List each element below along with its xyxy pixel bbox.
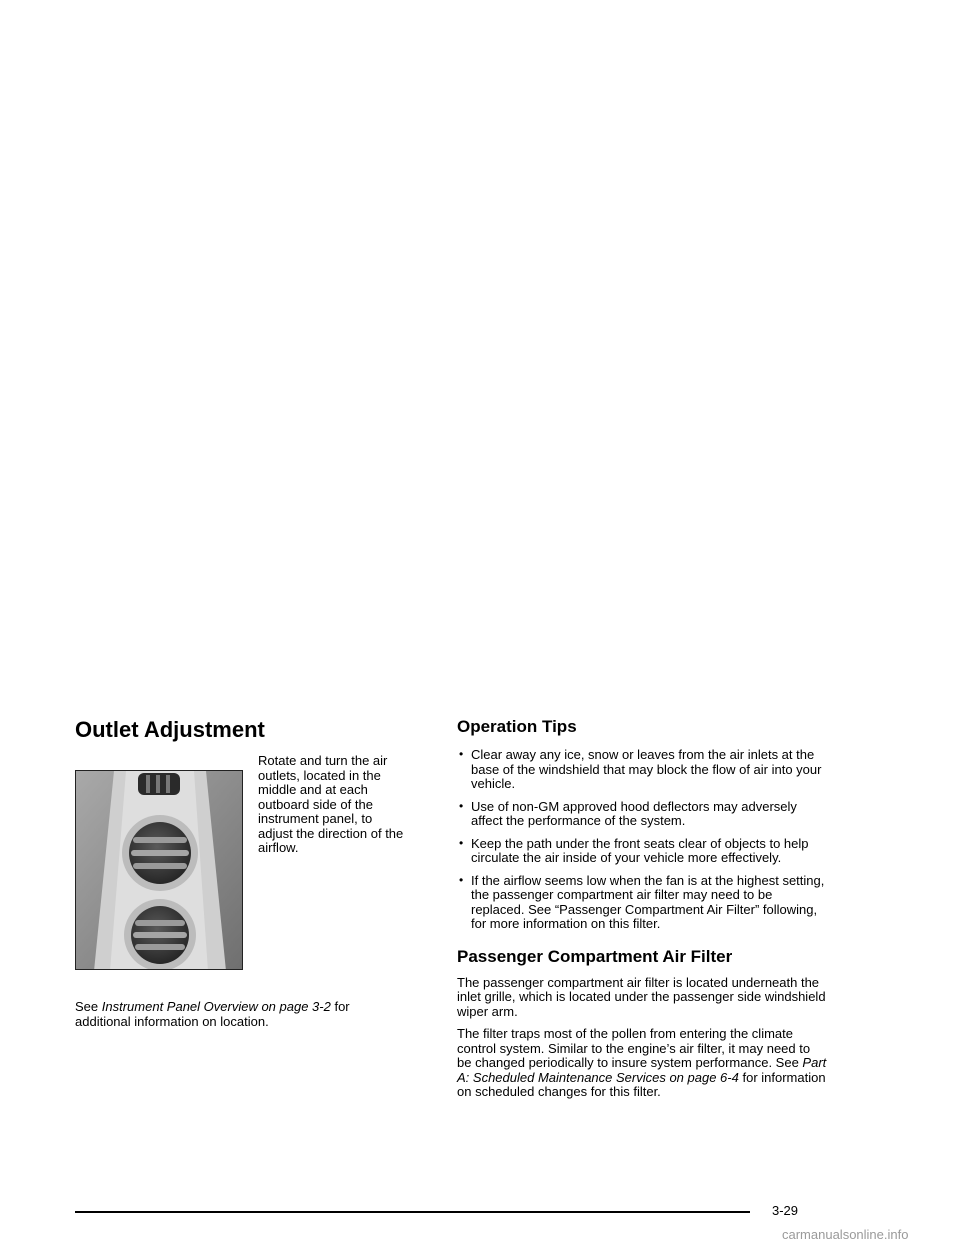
outlet-see-reference <box>75 1000 405 1029</box>
passenger-filter-maintenance <box>457 1027 827 1100</box>
footer-rule <box>75 1211 750 1213</box>
see-suffix: for additional information on location. <box>75 999 350 1029</box>
passenger-filter-location: The passenger compartment air filter is located underneath the inlet grille, which is located under the passenger side windshield wiper arm. <box>457 974 826 1019</box>
left-column <box>75 716 405 1029</box>
scheduled-maintenance-link[interactable]: Part A: Scheduled Maintenance Services on page 6-4 <box>457 1055 827 1085</box>
outlet-description: Rotate and turn the air outlets, located in the middle and at each outboard side of the instrument panel, to adjust the direction of the airflow. <box>258 753 404 855</box>
tip-text: If the airflow seems low when the fan is at the highest setting, the passenger compartment air filter may need to be replaced. See “Passenger Compartment Air Filter” following, for more information on this filter. <box>471 872 825 931</box>
bullet-icon: • <box>459 798 464 813</box>
air-outlet-photo <box>75 770 243 970</box>
operation-tips-list <box>457 748 827 932</box>
bullet-icon: • <box>459 747 464 761</box>
watermark: carmanualsonline.info <box>782 1227 909 1242</box>
bullet-icon: • <box>459 872 464 887</box>
tip-text: Keep the path under the front seats clear of objects to help circulate the air inside of your vehicle more effectively. <box>471 835 809 865</box>
see-prefix: See <box>75 999 99 1014</box>
bullet-icon: • <box>459 835 464 850</box>
list-item <box>457 874 827 932</box>
instrument-panel-link[interactable]: Instrument Panel Overview on page 3-2 <box>101 999 331 1014</box>
right-column <box>457 716 827 1100</box>
list-item <box>457 748 827 792</box>
passenger-filter-heading: Passenger Compartment Air Filter <box>457 946 733 966</box>
maintenance-prefix: The filter traps most of the pollen from entering the climate control system. Similar to the engine’s air filter, it may need to be changed periodically to insure system performance. See <box>457 1026 811 1070</box>
outlet-lede-row <box>75 754 405 982</box>
air-outlet-illustration <box>76 771 243 970</box>
operation-tips-heading: Operation Tips <box>457 717 577 736</box>
tip-text: Clear away any ice, snow or leaves from the air inlets at the base of the windshield that may block the flow of air into your vehicle. <box>471 747 822 791</box>
outlet-adjustment-heading: Outlet Adjustment <box>75 717 265 742</box>
page-number: 3-29 <box>772 1203 799 1218</box>
list-item <box>457 837 827 866</box>
tip-text: Use of non-GM approved hood deflectors may adversely affect the performance of the system. <box>471 798 797 828</box>
list-item <box>457 800 827 829</box>
maintenance-suffix: for information on scheduled changes for this filter. <box>457 1069 826 1099</box>
